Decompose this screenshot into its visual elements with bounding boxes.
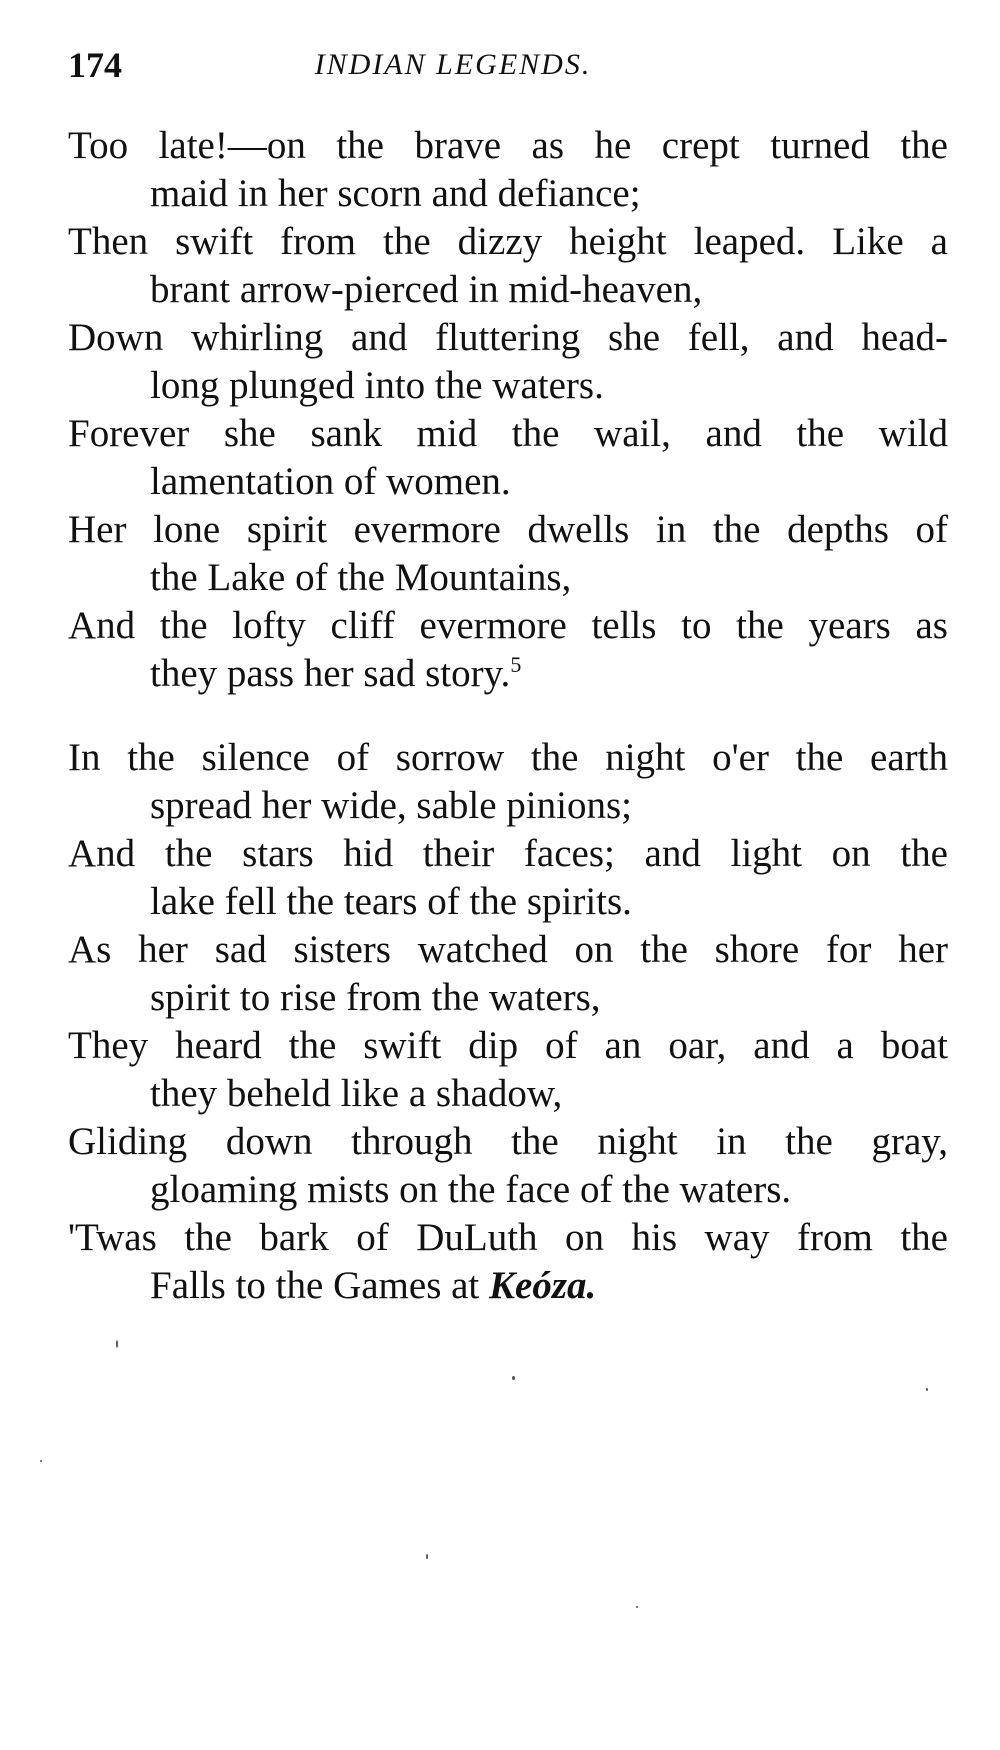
stanza-1 xyxy=(68,122,948,698)
verse-line-continuation: the Lake of the Mountains, xyxy=(150,556,572,599)
stanza-2 xyxy=(68,734,948,1310)
verse xyxy=(68,1214,948,1310)
paper-speck xyxy=(426,1554,428,1559)
verse-line-continuation xyxy=(68,1262,948,1310)
verse-line: In the silence of sorrow the night o'er the earth xyxy=(68,736,948,779)
verse-line-text: they pass her sad story. xyxy=(150,652,511,695)
verse xyxy=(68,506,948,602)
verse-line: And the lofty cliff evermore tells to the years as xyxy=(68,604,948,647)
verse-line-continuation: brant arrow-pierced in mid-heaven, xyxy=(150,268,703,311)
verse-line: Down whirling and fluttering she fell, and head- xyxy=(68,316,948,359)
verse xyxy=(68,926,948,1022)
verse xyxy=(68,734,948,830)
running-head: INDIAN LEGENDS. xyxy=(314,48,592,81)
verse-line: Her lone spirit evermore dwells in the depths of xyxy=(68,508,948,551)
footnote-marker: 5 xyxy=(510,652,522,677)
verse-line-text: Falls to the Games at xyxy=(150,1264,480,1307)
verse-line-continuation: spread her wide, sable pinions; xyxy=(150,784,632,827)
verse-line-continuation: long plunged into the waters. xyxy=(150,364,604,407)
verse-line: They heard the swift dip of an oar, and a boat xyxy=(68,1024,948,1067)
verse xyxy=(68,410,948,506)
place-name-italic: Keóza. xyxy=(489,1264,597,1307)
verse-line: Too late!—on the brave as he crept turned the xyxy=(68,124,948,167)
verse xyxy=(68,602,948,698)
paper-speck xyxy=(926,1388,928,1391)
verse-line-continuation xyxy=(68,650,948,698)
verse-line: Gliding down through the night in the gray, xyxy=(68,1120,948,1163)
page-header xyxy=(68,44,948,94)
verse-line-continuation: they beheld like a shadow, xyxy=(150,1072,563,1115)
verse xyxy=(68,830,948,926)
verse-line: And the stars hid their faces; and light on the xyxy=(68,832,948,875)
paper-speck xyxy=(40,1460,42,1462)
verse-line-continuation: spirit to rise from the waters, xyxy=(150,976,601,1019)
verse-line: Then swift from the dizzy height leaped. Like a xyxy=(68,220,948,263)
verse-line: As her sad sisters watched on the shore for her xyxy=(68,928,948,971)
verse-line: Forever she sank mid the wail, and the wild xyxy=(68,412,948,455)
verse xyxy=(68,1022,948,1118)
verse-line-continuation: lamentation of women. xyxy=(150,460,511,503)
verse xyxy=(68,218,948,314)
verse xyxy=(68,1118,948,1214)
verse-line-continuation: lake fell the tears of the spirits. xyxy=(150,880,632,923)
verse xyxy=(68,314,948,410)
paper-speck xyxy=(512,1376,515,1380)
paper-speck xyxy=(636,1606,638,1608)
verse-line-continuation: gloaming mists on the face of the waters. xyxy=(150,1168,792,1211)
page-number: 174 xyxy=(68,45,122,85)
paper-speck xyxy=(116,1340,118,1348)
verse xyxy=(68,122,948,218)
verse-line-continuation: maid in her scorn and defiance; xyxy=(150,172,641,215)
verse-line: 'Twas the bark of DuLuth on his way from the xyxy=(68,1216,948,1259)
